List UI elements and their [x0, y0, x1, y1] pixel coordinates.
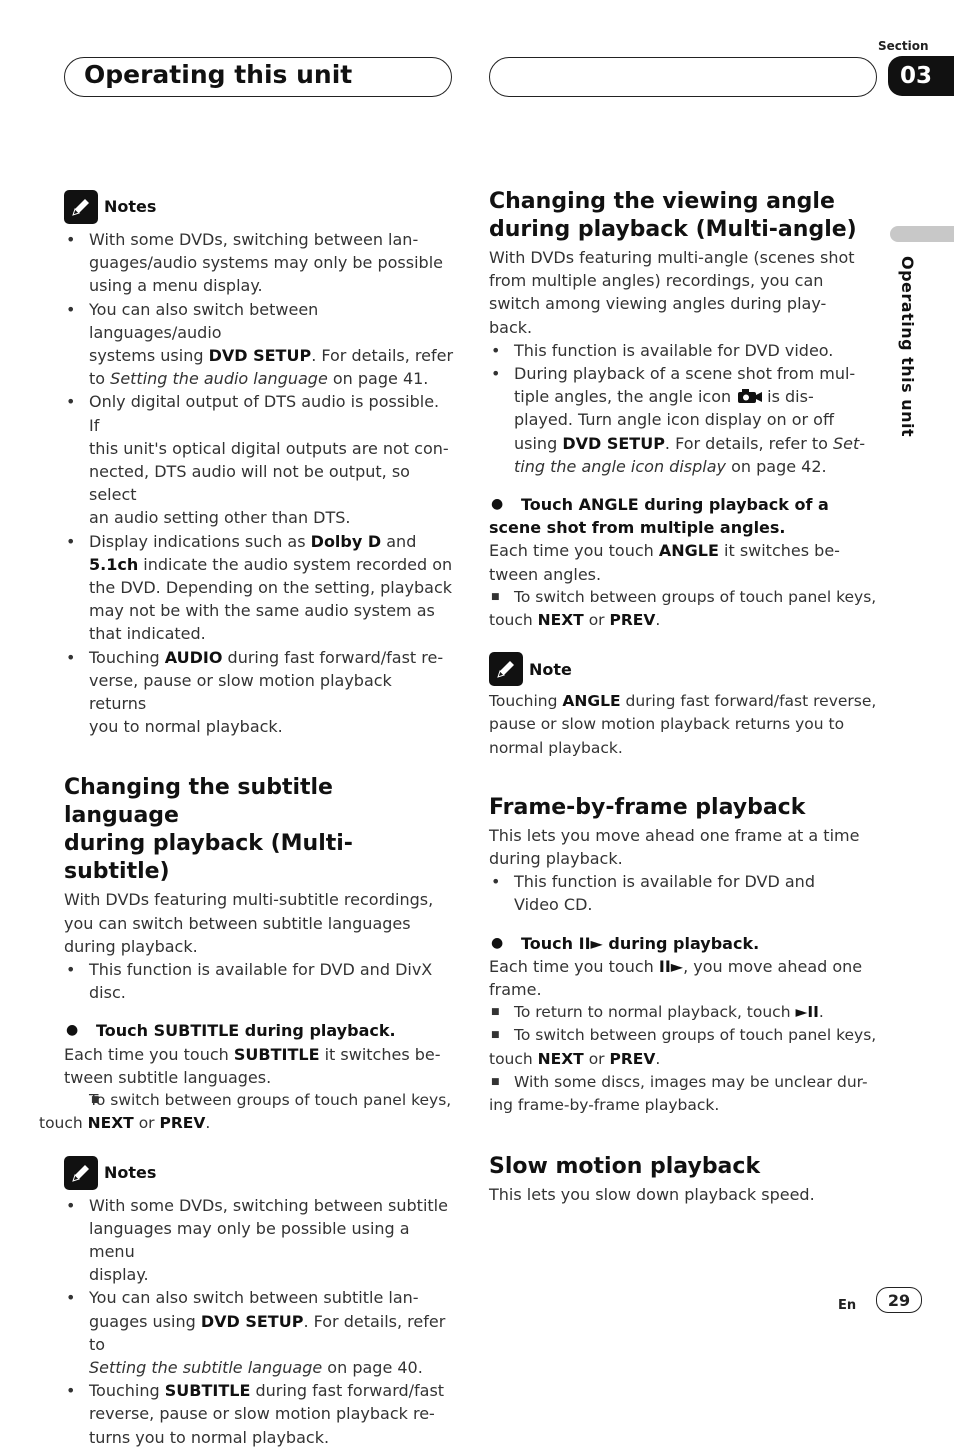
section-label: Section [878, 39, 929, 53]
frame-tip: ■ To switch between groups of touch panel keys, touch NEXT or PREV. [489, 1024, 881, 1070]
pencil-note-icon [64, 1156, 98, 1190]
frame-step-desc: Each time you touch II►, you move ahead one frame. [489, 956, 863, 1000]
section-heading-frame: Frame-by-frame playback [489, 794, 806, 820]
left-column [39, 190, 454, 1449]
list-item: • You can also switch between subtitle lan- guages using DVD SETUP. For details, refer to Setting the subtitle language on page 40. [64, 1286, 454, 1379]
section-heading-subtitle: Changing the subtitle language during playback (Multi-subtitle) [64, 775, 353, 885]
notes-title: Notes [104, 1162, 157, 1182]
angle-tip: ■ To switch between groups of touch panel keys, touch NEXT or PREV. [489, 586, 881, 632]
header-blank-frame [489, 57, 877, 97]
notes-heading [64, 1156, 454, 1190]
page-title: Operating this unit [84, 60, 353, 89]
section-number: 03 [900, 63, 933, 89]
notes-title: Notes [104, 197, 157, 217]
notes-list [64, 228, 454, 738]
section-heading-angle: Changing the viewing angle during playback (Multi-angle) [489, 189, 857, 242]
section-number-badge [888, 56, 954, 96]
side-tab-label: Operating this unit [898, 256, 917, 438]
frame-intro: This lets you move ahead one frame at a time during playback. [489, 825, 860, 869]
note-text: Touching ANGLE during fast forward/fast reverse, pause or slow motion playback returns you to normal playback. [489, 692, 877, 757]
right-column [489, 188, 881, 1207]
list-item: • This function is available for DVD video. [489, 339, 881, 362]
frame-tip: ■ With some discs, images may be unclear dur- ing frame-by-frame playback. [489, 1071, 881, 1117]
slow-intro: This lets you slow down playback speed. [489, 1185, 815, 1205]
frame-bullets [489, 870, 881, 916]
note-title: Note [529, 659, 572, 679]
list-item: • With some DVDs, switching between lan- guages/audio systems may only be possible using a menu display. [64, 228, 454, 298]
list-item: • Display indications such as Dolby D and 5.1ch indicate the audio system recorded on the DVD. Depending on the setting, playback may not be with the same audio system as that indicated. [64, 530, 454, 646]
side-tab-bar [890, 226, 954, 242]
frame-step: ● Touch II► during playback. [489, 932, 881, 955]
subtitle-intro: With DVDs featuring multi-subtitle recordings, you can switch between subtitle languages during playback. [64, 890, 434, 956]
frame-tip: ■ To return to normal playback, touch ►II. [489, 1001, 881, 1024]
subtitle-step: ● Touch SUBTITLE during playback. [64, 1019, 454, 1042]
play-pause-icon: ►II [795, 1003, 819, 1022]
note-heading [489, 652, 881, 686]
angle-step-desc: Each time you touch ANGLE it switches be- tween angles. [489, 541, 840, 584]
list-item: • This function is available for DVD and Video CD. [489, 870, 881, 916]
pencil-note-icon [64, 190, 98, 224]
list-item: • Touching AUDIO during fast forward/fast re- verse, pause or slow motion playback returns you to normal playback. [64, 646, 454, 739]
page-number: 29 [876, 1287, 922, 1313]
angle-step: ● Touch ANGLE during playback of a scene shot from multiple angles. [489, 493, 881, 539]
subtitle-step-desc: Each time you touch SUBTITLE it switches be- tween subtitle languages. [64, 1044, 441, 1087]
pencil-note-icon [489, 652, 523, 686]
notes-heading [64, 190, 454, 224]
angle-camera-icon [735, 387, 763, 405]
angle-bullets [489, 339, 881, 478]
subtitle-tip: ■ To switch between groups of touch panel keys, touch NEXT or PREV. [64, 1089, 454, 1135]
notes-list [64, 1194, 454, 1449]
language-code: En [838, 1298, 857, 1313]
list-item: • With some DVDs, switching between subtitle languages may only be possible using a menu display. [64, 1194, 454, 1287]
subtitle-bullets [64, 958, 454, 1004]
list-item: • Only digital output of DTS audio is possible. If this unit's optical digital outputs are not con- nected, DTS audio will not be output, so select an audio setting other than DTS. [64, 390, 454, 529]
step-forward-icon: II► [578, 933, 603, 953]
list-item: • You can also switch between languages/audio systems using DVD SETUP. For details, refer to Setting the audio language on page 41. [64, 298, 454, 391]
list-item: • During playback of a scene shot from mul- tiple angles, the angle icon is dis- played. Turn angle icon display on or off using DVD SETUP. For details, refer to Set- ting the angle icon display on page 42. [489, 362, 881, 478]
list-item: • This function is available for DVD and DivX disc. [64, 958, 454, 1004]
step-forward-icon: II► [658, 956, 684, 976]
angle-intro: With DVDs featuring multi-angle (scenes shot from multiple angles) recordings, you can switch among viewing angles during play- back. [489, 248, 855, 337]
section-heading-slow: Slow motion playback [489, 1154, 761, 1180]
list-item: • Touching SUBTITLE during fast forward/fast reverse, pause or slow motion playback re- turns you to normal playback. [64, 1379, 454, 1449]
